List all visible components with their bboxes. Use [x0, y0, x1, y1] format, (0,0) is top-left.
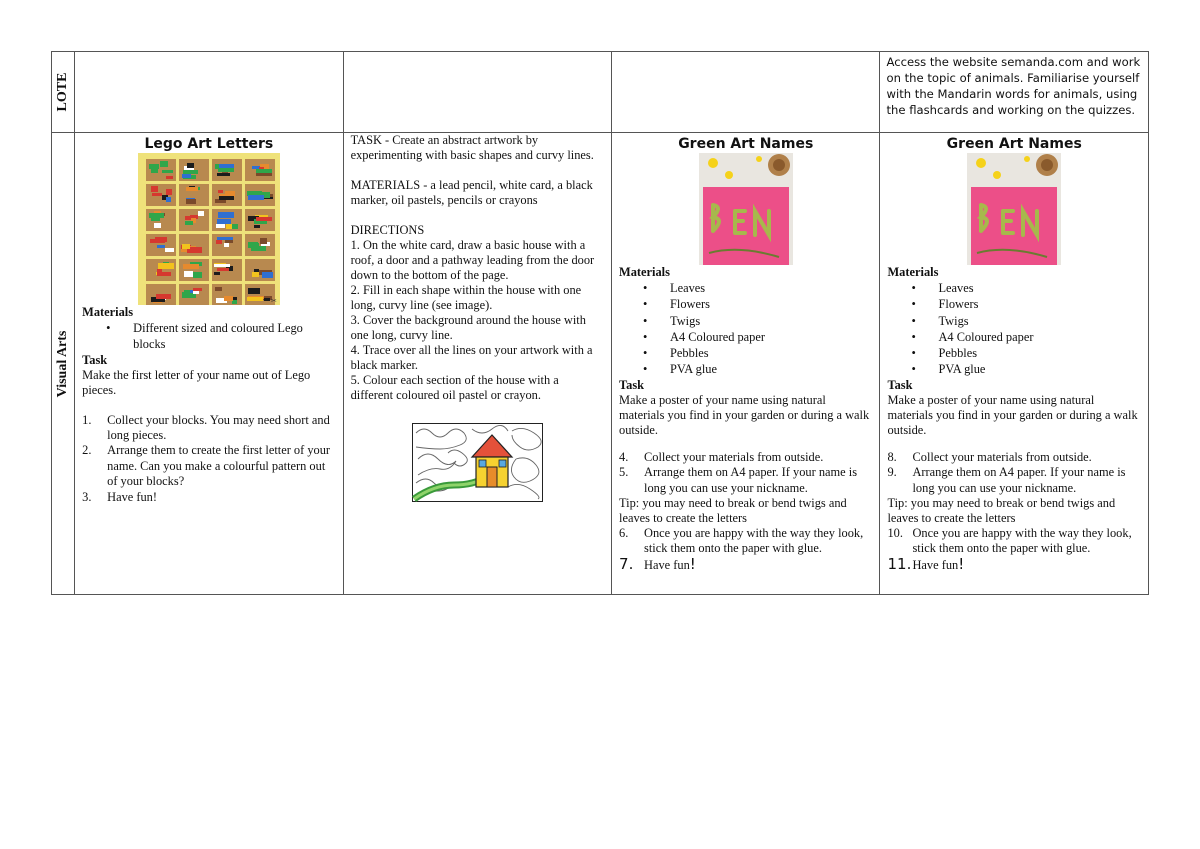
list-item: • Pebbles — [938, 345, 1141, 361]
list-item: • A4 Coloured paper — [670, 329, 872, 345]
green-b-task-text: Make a poster of your name using natural materials you find in your garden or during a walk outside. — [887, 392, 1138, 437]
lego-title: Lego Art Letters — [144, 136, 274, 152]
abstract-direction-2: 2. Fill in each shape within the house with one long, curvy line (see image). — [350, 283, 582, 312]
green-a-materials-heading: Materials — [619, 265, 670, 279]
green-b-steps — [887, 450, 1141, 496]
list-item: • Flowers — [670, 296, 872, 312]
green-b-task-heading: Task — [887, 377, 913, 392]
lego-steps — [82, 413, 335, 505]
lote-row — [52, 52, 1149, 133]
green-art-cell-b — [880, 133, 1149, 595]
lego-letters-image — [138, 153, 280, 305]
green-b-steps-2 — [887, 526, 1141, 573]
green-art-cell-a — [612, 133, 880, 595]
green-a-task-text: Make a poster of your name using natural materials you find in your garden or during a walk outside. — [619, 392, 870, 437]
svg-text:✂: ✂ — [270, 297, 277, 305]
lego-materials-heading: Materials — [82, 305, 134, 319]
list-item: • Twigs — [938, 313, 1141, 329]
list-item: 3. Have fun! — [82, 489, 158, 504]
abstract-direction-3: 3. Cover the background around the house with one long, curvy line. — [350, 313, 586, 342]
list-item: 6. Once you are happy with the way they look, stick them onto the paper with glue. — [619, 526, 864, 556]
abstract-direction-1: 1. On the white card, draw a basic house with a roof, a door and a pathway leading from the door down to the bottom of the page. — [350, 238, 595, 282]
green-a-title: Green Art Names — [678, 136, 814, 152]
lote-cell-1 — [75, 52, 343, 133]
list-item: 9. Arrange them on A4 paper. If your name is long you can use your nickname. — [887, 465, 1126, 495]
abstract-art-cell — [343, 133, 611, 595]
lote-label-cell — [52, 52, 75, 133]
list-item: 5. Arrange them on A4 paper. If your name is long you can use your nickname. — [619, 465, 858, 495]
list-item: 1. Collect your blocks. You may need short and long pieces. — [82, 412, 330, 442]
list-item: 2. Arrange them to create the first letter of your name. Can you make a colourful pattern out of your blocks? — [82, 443, 331, 489]
visual-arts-label: Visual Arts — [55, 330, 71, 397]
green-art-image-a — [699, 153, 793, 265]
lote-instructions: Access the website semanda.com and work on the topic of animals. Familiarise yourself with the Mandarin words for animals, using the flashcards and working on the quizzes. — [886, 55, 1141, 117]
list-item: • Pebbles — [670, 345, 872, 361]
abstract-direction-4: 4. Trace over all the lines on your artwork with a black marker. — [350, 343, 593, 372]
list-item: 10. Once you are happy with the way they look, stick them onto the paper with glue. — [887, 526, 1132, 556]
green-b-materials-heading: Materials — [887, 265, 939, 279]
lego-materials-list — [82, 320, 335, 353]
list-item: 8. Collect your materials from outside. — [887, 449, 1092, 464]
lego-task-heading: Task — [82, 352, 108, 367]
lote-cell-2 — [343, 52, 611, 133]
abstract-direction-5: 5. Colour each section of the house with a different coloured oil pastel or crayon. — [350, 373, 559, 402]
abstract-materials: MATERIALS - a lead pencil, white card, a black marker, oil pastels, pencils or crayons — [350, 178, 593, 207]
green-a-steps — [619, 450, 872, 496]
green-a-task-heading: Task — [619, 377, 645, 392]
activity-table — [51, 51, 1149, 595]
visual-arts-label-cell — [52, 133, 75, 595]
green-art-image-b — [967, 153, 1061, 265]
green-b-title: Green Art Names — [946, 136, 1082, 152]
list-item: • Leaves — [670, 280, 872, 296]
list-item: • PVA glue — [938, 361, 1141, 377]
green-b-materials-list — [887, 280, 1141, 378]
visual-arts-row — [52, 133, 1149, 595]
house-artwork-image — [412, 423, 543, 502]
list-item: 4. Collect your materials from outside. — [619, 449, 824, 464]
green-a-tip: Tip: you may need to break or bend twigs and leaves to create the letters — [619, 496, 847, 525]
lote-cell-4 — [880, 52, 1149, 133]
green-a-steps-2 — [619, 526, 872, 573]
green-a-materials-list — [619, 280, 872, 378]
list-item: • Leaves — [938, 280, 1141, 296]
list-item: 11. Have fun! — [887, 554, 965, 573]
list-item: 7. Have fun! — [619, 554, 696, 573]
lego-task-text: Make the first letter of your name out of Lego pieces. — [82, 367, 311, 397]
list-item: • PVA glue — [670, 361, 872, 377]
abstract-directions-heading: DIRECTIONS — [350, 223, 425, 237]
list-item: • A4 Coloured paper — [938, 329, 1141, 345]
green-b-tip: Tip: you may need to break or bend twigs and leaves to create the letters — [887, 496, 1116, 525]
list-item: • Flowers — [938, 296, 1141, 312]
lego-cell — [75, 133, 343, 595]
abstract-task: TASK - Create an abstract artwork by experimenting with basic shapes and curvy lines. — [350, 133, 594, 162]
lote-cell-3 — [612, 52, 880, 133]
list-item: • Different sized and coloured Lego blocks — [133, 320, 335, 353]
lote-label: LOTE — [55, 72, 71, 112]
list-item: • Twigs — [670, 313, 872, 329]
